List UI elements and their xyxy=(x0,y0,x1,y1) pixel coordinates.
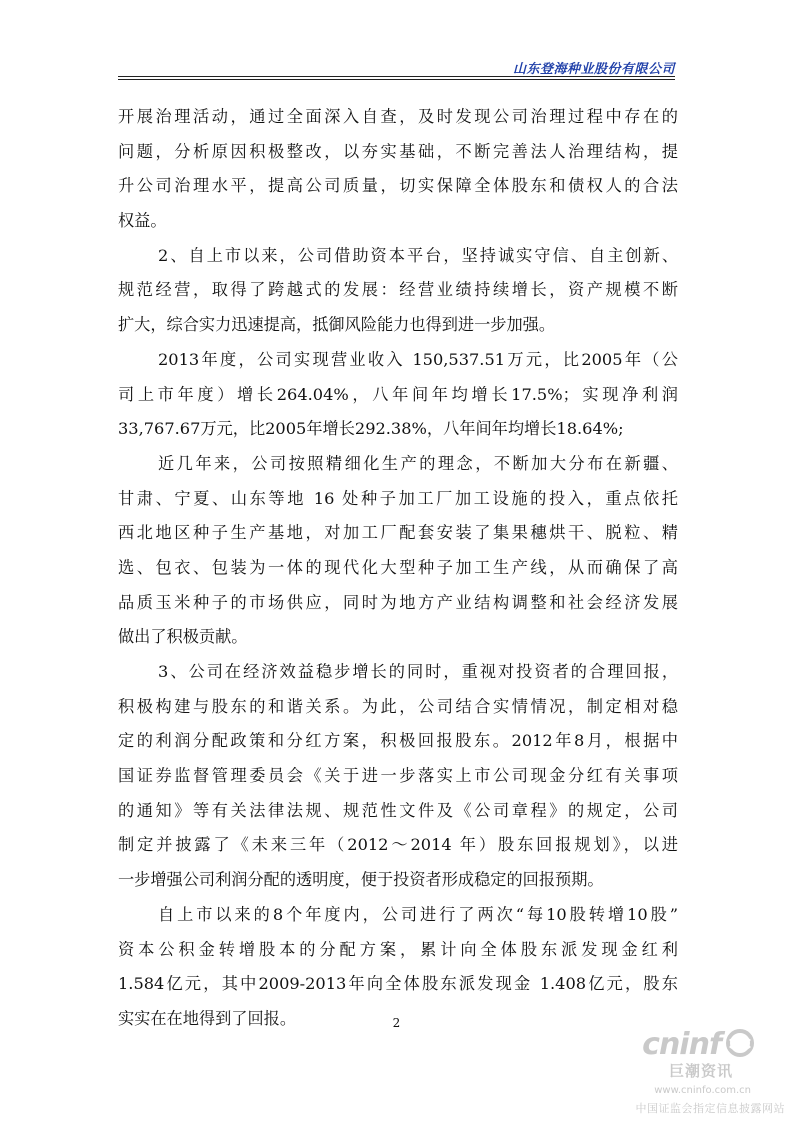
body-line: 权益。 xyxy=(118,211,167,231)
body-line: 2013年度，公司实现营业收入 150,537.51万元，比2005年（公 xyxy=(158,349,678,369)
body-line: 的通知》等有关法律法规、规范性文件及《公司章程》的规定，公司 xyxy=(118,800,678,820)
page-number: 2 xyxy=(392,1016,401,1030)
header-company-name: 山东登海种业股份有限公司 xyxy=(512,62,675,77)
body-line: 选、包衣、包装为一体的现代化大型种子加工生产线，从而确保了高 xyxy=(118,557,678,577)
body-line: 资本公积金转增股本的分配方案，累计向全体股东派发现金红利 xyxy=(118,939,678,959)
body-line: 1.584亿元，其中2009-2013年向全体股东派发现金 1.408亿元，股东 xyxy=(118,974,678,994)
body-line: 一步增强公司利润分配的透明度，便于投资者形成稳定的回报预期。 xyxy=(118,870,604,890)
body-line: 扩大，综合实力迅速提高，抵御风险能力也得到进一步加强。 xyxy=(118,315,556,335)
header-rule xyxy=(118,76,675,77)
watermark-url: www.cninfo.com.cn xyxy=(654,1085,751,1096)
body-line: 升公司治理水平，提高公司质量，切实保障全体股东和债权人的合法 xyxy=(118,176,678,196)
body-line: 积极构建与股东的和谐关系。为此，公司结合实情情况，制定相对稳 xyxy=(118,696,678,716)
watermark-subtitle: 中国证监会指定信息披露网站 xyxy=(635,1102,785,1115)
body-line: 做出了积极贡献。 xyxy=(118,627,248,647)
body-line: 西北地区种子生产基地，对加工厂配套安装了集果穗烘干、脱粒、精 xyxy=(118,523,678,543)
body-line: 3、公司在经济效益稳步增长的同时，重视对投资者的合理回报， xyxy=(158,662,678,681)
body-line: 甘肃、宁夏、山东等地 16 处种子加工厂加工设施的投入，重点依托 xyxy=(118,488,678,508)
body-line: 制定并披露了《未来三年（2012～2014 年）股东回报规划》，以进 xyxy=(118,835,678,855)
cninfo-watermark xyxy=(595,1027,785,1120)
body-line: 规范经营，取得了跨越式的发展：经营业绩持续增长，资产规模不断 xyxy=(118,280,678,300)
watermark-logo-text: cninf xyxy=(642,1027,721,1062)
body-line: 实实在在地得到了回报。 xyxy=(118,1008,297,1028)
header-rule-thin xyxy=(118,79,675,80)
body-text xyxy=(118,100,678,1037)
body-line: 问题，分析原因积极整改，以夯实基础，不断完善法人治理结构，提 xyxy=(118,141,678,161)
body-line: 开展治理活动，通过全面深入自查，及时发现公司治理过程中存在的 xyxy=(118,107,678,126)
body-line: 品质玉米种子的市场供应，同时为地方产业结构调整和社会经济发展 xyxy=(118,592,678,612)
body-line: 自上市以来的8个年度内，公司进行了两次“每10股转增10股” xyxy=(158,904,678,924)
body-line: 近几年来，公司按照精细化生产的理念，不断加大分布在新疆、 xyxy=(158,453,678,473)
body-line: 2、自上市以来，公司借助资本平台，坚持诚实守信、自主创新、 xyxy=(158,245,678,265)
body-line: 国证券监督管理委员会《关于进一步落实上市公司现金分红有关事项 xyxy=(118,766,678,786)
body-line: 定的利润分配政策和分红方案，积极回报股东。2012年8月，根据中 xyxy=(118,731,678,751)
cninfo-swirl-icon xyxy=(725,1028,755,1062)
body-line: 司上市年度）增长264.04%，八年间年均增长17.5%；实现净利润 xyxy=(118,384,678,404)
watermark-chinese-name: 巨潮资讯 xyxy=(668,1062,733,1080)
body-line: 33,767.67万元，比2005年增长292.38%，八年间年均增长18.64%; xyxy=(118,419,624,439)
